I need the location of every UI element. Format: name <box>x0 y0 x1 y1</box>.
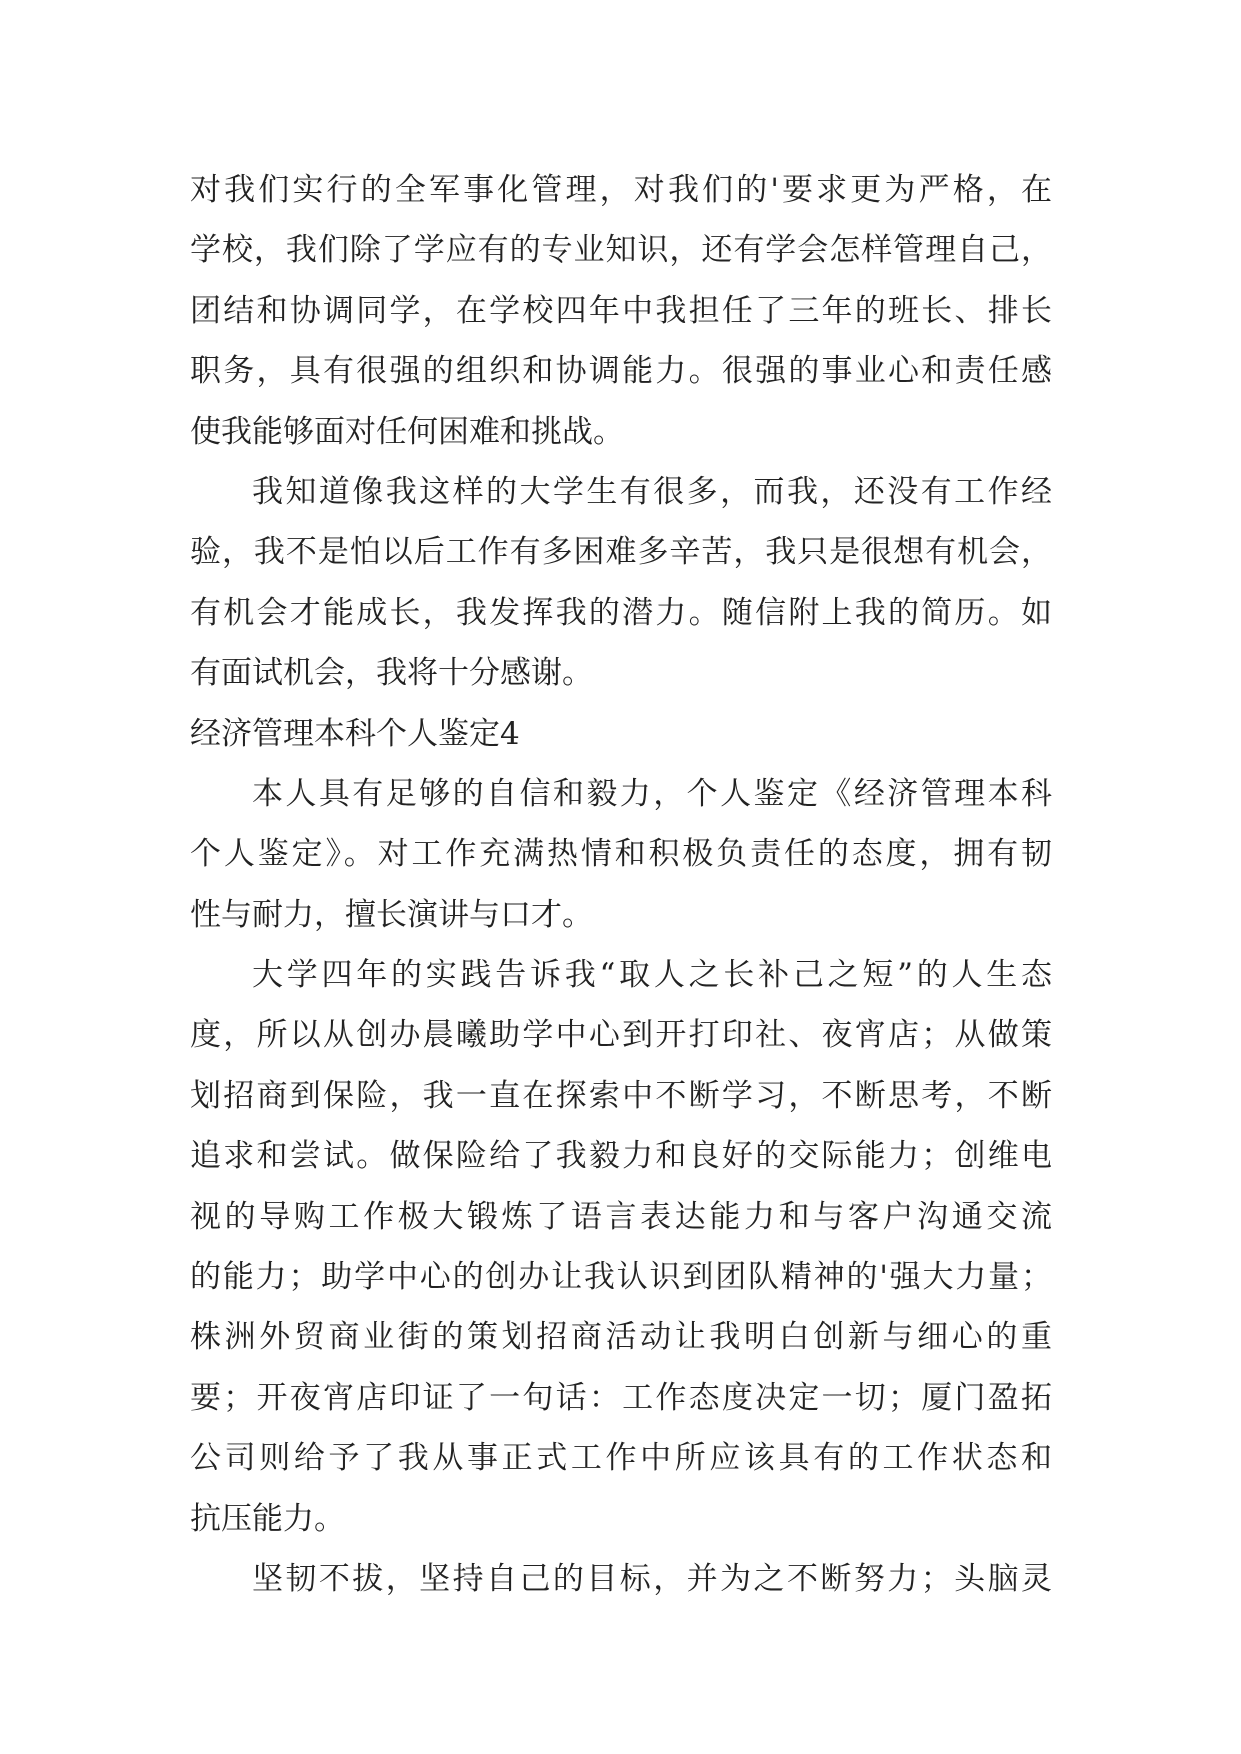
document-body <box>190 160 1052 1609</box>
text-line: 有面试机会，我将十分感谢。 <box>190 655 593 692</box>
text-line: 使我能够面对任何困难和挑战。 <box>190 413 624 450</box>
text-line: 职务，具有很强的组织和协调能力。很强的事业心和责任感 <box>190 353 1052 390</box>
text-line: 的能力；助学中心的创办让我认识到团队精神的'强大力量； <box>190 1259 1052 1296</box>
text-line: 坚韧不拔，坚持自己的目标，并为之不断努力；头脑灵 <box>252 1560 1052 1597</box>
text-line: 有机会才能成长，我发挥我的潜力。随信附上我的简历。如 <box>190 594 1052 631</box>
text-line: 验，我不是怕以后工作有多困难多辛苦，我只是很想有机会， <box>190 534 1052 571</box>
text-line: 度，所以从创办晨曦助学中心到开打印社、夜宵店；从做策 <box>190 1017 1052 1054</box>
text-line: 个人鉴定》。对工作充满热情和积极负责任的态度，拥有韧 <box>190 836 1052 873</box>
text-line: 本人具有足够的自信和毅力，个人鉴定《经济管理本科 <box>252 775 1052 812</box>
text-line: 视的导购工作极大锻炼了语言表达能力和与客户沟通交流 <box>190 1198 1052 1235</box>
text-line: 株洲外贸商业街的策划招商活动让我明白创新与细心的重 <box>190 1319 1052 1356</box>
text-line: 要；开夜宵店印证了一句话：工作态度决定一切；厦门盈拓 <box>190 1379 1052 1416</box>
text-line: 抗压能力。 <box>190 1500 345 1537</box>
text-line: 公司则给予了我从事正式工作中所应该具有的工作状态和 <box>190 1440 1052 1477</box>
text-line: 性与耐力，擅长演讲与口才。 <box>190 896 593 933</box>
text-line: 对我们实行的全军事化管理，对我们的'要求更为严格，在 <box>190 172 1052 208</box>
section-heading: 经济管理本科个人鉴定4 <box>190 715 520 752</box>
text-line: 团结和协调同学，在学校四年中我担任了三年的班长、排长 <box>190 292 1052 329</box>
text-line: 大学四年的实践告诉我“取人之长补己之短”的人生态 <box>252 957 1052 994</box>
text-line: 我知道像我这样的大学生有很多，而我，还没有工作经 <box>252 473 1052 510</box>
text-line: 学校，我们除了学应有的专业知识，还有学会怎样管理自己， <box>190 232 1052 269</box>
text-line: 划招商到保险，我一直在探索中不断学习，不断思考，不断 <box>190 1077 1052 1114</box>
text-line: 追求和尝试。做保险给了我毅力和良好的交际能力；创维电 <box>190 1138 1052 1175</box>
